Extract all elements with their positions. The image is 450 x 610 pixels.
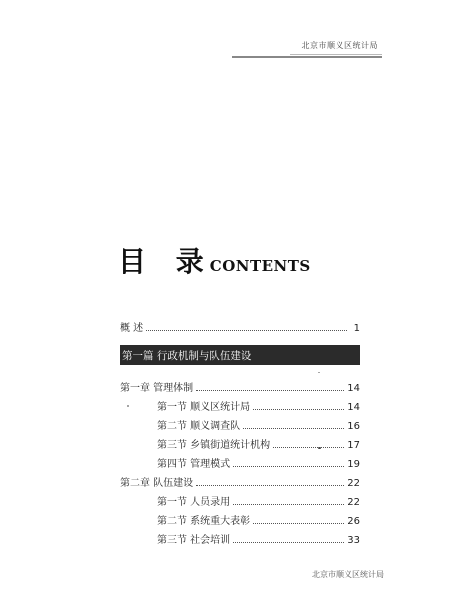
page-title <box>118 240 311 280</box>
toc-entry-label: 第一章 管理体制 <box>120 383 194 394</box>
dot-leader <box>233 541 344 543</box>
toc-section-entry[interactable] <box>120 435 360 451</box>
part-heading-label: 第一篇 行政机制与队伍建设 <box>122 349 252 362</box>
toc-entry-page: 1 <box>353 323 360 334</box>
toc-entry-label: 第四节 管理模式 <box>157 459 231 470</box>
toc-section-entry[interactable] <box>120 492 360 508</box>
toc-section-entry[interactable] <box>120 530 360 546</box>
toc-entry-label: 第三节 社会培训 <box>157 535 231 546</box>
toc-entry-page: 14 <box>347 402 360 413</box>
toc-entry-label: 第一节 人员录用 <box>157 497 231 508</box>
dot-leader <box>146 329 347 331</box>
toc-entry-label: 第一节 顺义区统计局 <box>157 402 251 413</box>
toc-part-heading[interactable] <box>120 345 360 365</box>
scan-speck <box>318 372 320 373</box>
toc-entry-label: 第二节 系统重大表彰 <box>157 516 251 527</box>
footer-text: 北京市顺义区统计局 <box>312 570 384 579</box>
toc-entry-page: 16 <box>347 421 360 432</box>
toc-chapter-entry[interactable] <box>120 378 360 394</box>
toc-entry-label: 第三节 乡镇街道统计机构 <box>157 440 271 451</box>
toc-entry-label: 第二节 顺义调查队 <box>157 421 241 432</box>
title-english: CONTENTS <box>209 257 311 275</box>
toc-entry-page: 17 <box>347 440 360 451</box>
toc-entry-page: 22 <box>347 497 360 508</box>
toc-entry-page: 19 <box>347 459 360 470</box>
toc-section-entry[interactable] <box>120 454 360 470</box>
toc-entry-label: 概 述 <box>120 323 144 334</box>
scan-speck <box>318 447 321 449</box>
toc-entry-page: 26 <box>347 516 360 527</box>
dot-leader <box>233 465 344 467</box>
header-rule-thin <box>290 54 382 55</box>
toc-overview[interactable] <box>120 318 360 334</box>
header-rule <box>232 56 382 58</box>
toc-entry-label: 第二章 队伍建设 <box>120 478 194 489</box>
toc-chapter-entry[interactable] <box>120 473 360 489</box>
dot-leader <box>273 446 344 448</box>
dot-leader <box>196 389 344 391</box>
dot-leader <box>253 408 344 410</box>
toc-entry-page: 14 <box>347 383 360 394</box>
dot-leader <box>253 522 344 524</box>
dot-leader <box>196 484 344 486</box>
title-chinese: 目 录 <box>118 245 214 278</box>
toc-entry-page: 22 <box>347 478 360 489</box>
toc-section-entry[interactable] <box>120 416 360 432</box>
header-text: 北京市顺义区统计局 <box>301 41 378 50</box>
toc-entry-page: 33 <box>347 535 360 546</box>
scan-speck <box>127 405 129 407</box>
toc-section-entry[interactable] <box>120 511 360 527</box>
dot-leader <box>243 427 344 429</box>
toc-section-entry[interactable] <box>120 397 360 413</box>
dot-leader <box>233 503 344 505</box>
